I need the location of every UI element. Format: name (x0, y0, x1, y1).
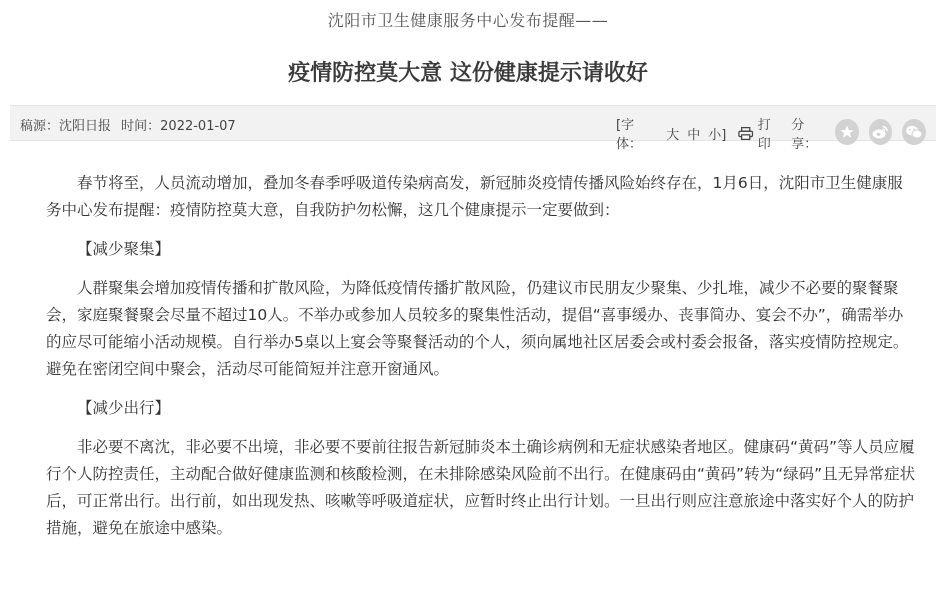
source-label: 稿源：沈阳日报 (20, 119, 112, 134)
article-intro-paragraph: 春节将至，人员流动增加，叠加冬春季呼吸道传染病高发，新冠肺炎疫情传播风险始终存在，1月6日，沈阳市卫生健康服务中心发布提醒：疫情防控莫大意，自我防护勿松懈，这几个健康提示一定要做到： (46, 174, 903, 219)
publish-time: 时间：2022-01-07 (121, 119, 236, 134)
font-size-medium-link[interactable]: 中 (687, 127, 701, 143)
article-subhead: 沈阳市卫生健康服务中心发布提醒—— (327, 11, 609, 30)
font-size-label: [字体： (616, 118, 643, 152)
font-size-large-link[interactable]: 大 (666, 127, 680, 143)
article-meta-bar (10, 105, 936, 152)
print-label: 打印 (757, 118, 771, 152)
weibo-icon[interactable] (869, 119, 893, 145)
print-button[interactable] (738, 114, 781, 152)
article-body (46, 170, 916, 542)
wechat-icon[interactable] (902, 119, 926, 145)
article-tools (616, 114, 936, 152)
section-paragraph-reduce-gathering: 人群聚集会增加疫情传播和扩散风险，为降低疫情传播扩散风险，仍建议市民朋友少聚集、少扎堆，减少不必要的聚餐聚会，家庭聚餐聚会尽量不超过10人。不举办或参加人员较多的聚集性活动，提倡“喜事缓办、丧事简办、宴会不办”，确需举办的应尽可能缩小活动规模。自行举办5桌以上宴会等聚餐活动的个人，须向属地社区居委会或村委会报备，落实疫情防控规定。避免在密闭空间中聚会，活动尽可能简短并注意开窗通风。 (46, 279, 909, 378)
section-heading-reduce-gathering: 【减少聚集】 (77, 240, 171, 258)
share-label: 分享： (791, 118, 818, 152)
article-title: 疫情防控莫大意 这份健康提示请收好 (288, 61, 648, 86)
section-heading-reduce-travel: 【减少出行】 (77, 399, 171, 417)
article-meta-info (20, 115, 242, 134)
printer-icon (738, 126, 753, 141)
section-paragraph-reduce-travel: 非必要不离沈，非必要不出境，非必要不要前往报告新冠肺炎本土确诊病例和无症状感染者地区。健康码“黄码”等人员应履行个人防控责任，主动配合做好健康监测和核酸检测，在未排除感染风险前不出行。在健康码由“黄码”转为“绿码”且无异常症状后，可正常出行。出行前，如出现发热、咳嗽等呼吸道症状，应暂时终止出行计划。一旦出行则应注意旅途中落实好个人的防护措施，避免在旅途中感染。 (46, 438, 916, 537)
favorite-icon[interactable] (835, 119, 859, 145)
font-size-small-link[interactable]: 小] (708, 127, 727, 143)
